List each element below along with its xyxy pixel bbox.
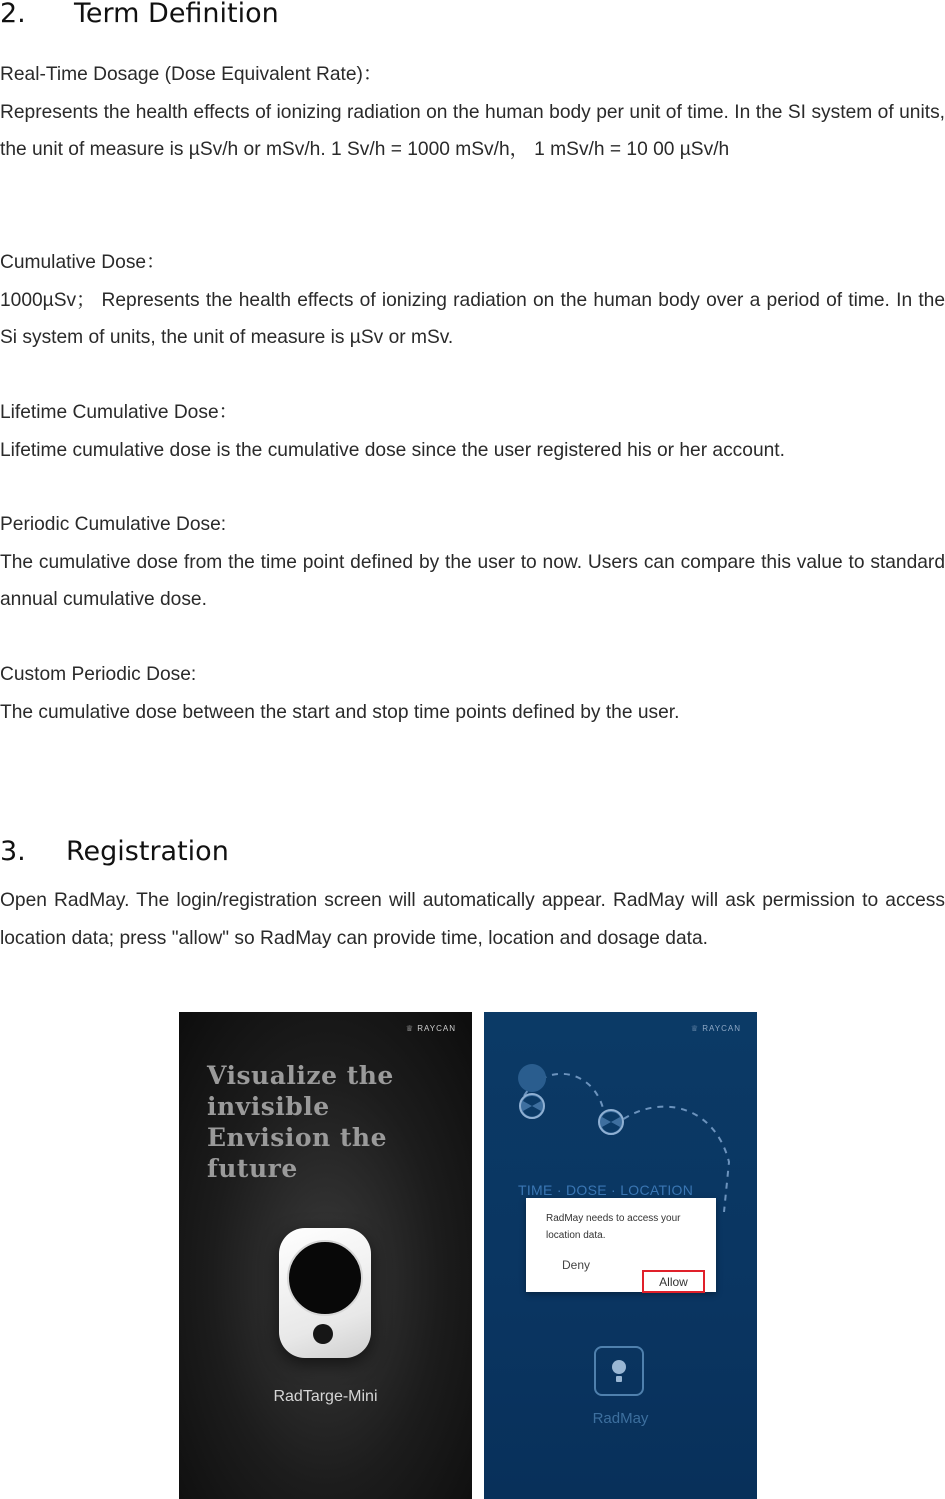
slogan-line: invisible <box>207 1092 330 1121</box>
brand-logo: ♕ RAYCAN <box>405 1024 456 1033</box>
splash-screenshot <box>179 1012 472 1499</box>
section-2-number: 2. <box>0 0 26 29</box>
registration-instructions: Open RadMay. The login/registration screen will automatically appear. RadMay will ask permission to access location data; press "allow" so RadMay can provide time, location and dosage data. <box>0 890 945 949</box>
device-screen <box>287 1240 363 1316</box>
slogan-line: Visualize the <box>207 1061 394 1090</box>
allow-button[interactable]: Allow <box>642 1270 705 1293</box>
slogan-line: future <box>207 1154 298 1183</box>
deny-button[interactable]: Deny <box>562 1258 591 1272</box>
app-tagline: TIME · DOSE · LOCATION <box>518 1182 694 1198</box>
brand-logo: ♕ RAYCAN <box>690 1024 741 1033</box>
term-heading: Periodic Cumulative Dose: <box>0 514 227 535</box>
radmay-app-icon <box>594 1346 644 1396</box>
term-periodic-cumulative-dose <box>0 506 945 619</box>
term-cumulative-dose <box>0 244 945 357</box>
permission-screenshot <box>484 1012 757 1499</box>
section-3-title: Registration <box>66 836 229 867</box>
term-real-time-dosage <box>0 56 945 169</box>
term-body: 1000µSv； Represents the health effects of ionizing radiation on the human body over a period of time. In the Si system of units, the unit of measure is µSv or mSv. <box>0 289 945 348</box>
radtarge-device-image <box>279 1228 371 1358</box>
term-body: Represents the health effects of ionizing radiation on the human body per unit of time. In the SI system of units, the unit of measure is µSv/h or mSv/h. 1 Sv/h = 1000 mSv/h， 1 mSv/h = 10 00 µSv/h <box>0 101 945 160</box>
dialog-message: RadMay needs to access your location data. <box>546 1213 681 1241</box>
location-pin-icon <box>596 1348 642 1394</box>
term-heading: Lifetime Cumulative Dose： <box>0 402 238 423</box>
term-heading: Custom Periodic Dose: <box>0 664 197 685</box>
section-3-heading <box>0 832 229 872</box>
slogan <box>207 1060 457 1184</box>
section-2-heading <box>0 0 279 34</box>
term-heading: Cumulative Dose： <box>0 252 166 273</box>
term-custom-periodic-dose <box>0 656 945 731</box>
radiation-pin-icon <box>599 1110 623 1134</box>
crown-icon: ♕ <box>405 1024 415 1033</box>
slogan-line: Envision the <box>207 1123 388 1152</box>
app-name: RadMay <box>592 1410 649 1427</box>
term-body: The cumulative dose from the time point defined by the user to now. Users can compare this value to standard annual cumulative dose. <box>0 551 945 610</box>
term-lifetime-cumulative-dose <box>0 394 945 469</box>
term-body: The cumulative dose between the start and stop time points defined by the user. <box>0 701 680 723</box>
term-heading: Real-Time Dosage (Dose Equivalent Rate)： <box>0 64 383 85</box>
section-3-number: 3. <box>0 836 26 867</box>
section-2-title: Term Definition <box>74 0 279 29</box>
product-name: RadTarge-Mini <box>273 1388 378 1405</box>
device-button <box>313 1324 333 1344</box>
term-body: Lifetime cumulative dose is the cumulative dose since the user registered his or her account. <box>0 439 785 461</box>
crown-icon: ♕ <box>690 1024 700 1033</box>
radiation-pin-icon <box>518 1064 546 1118</box>
